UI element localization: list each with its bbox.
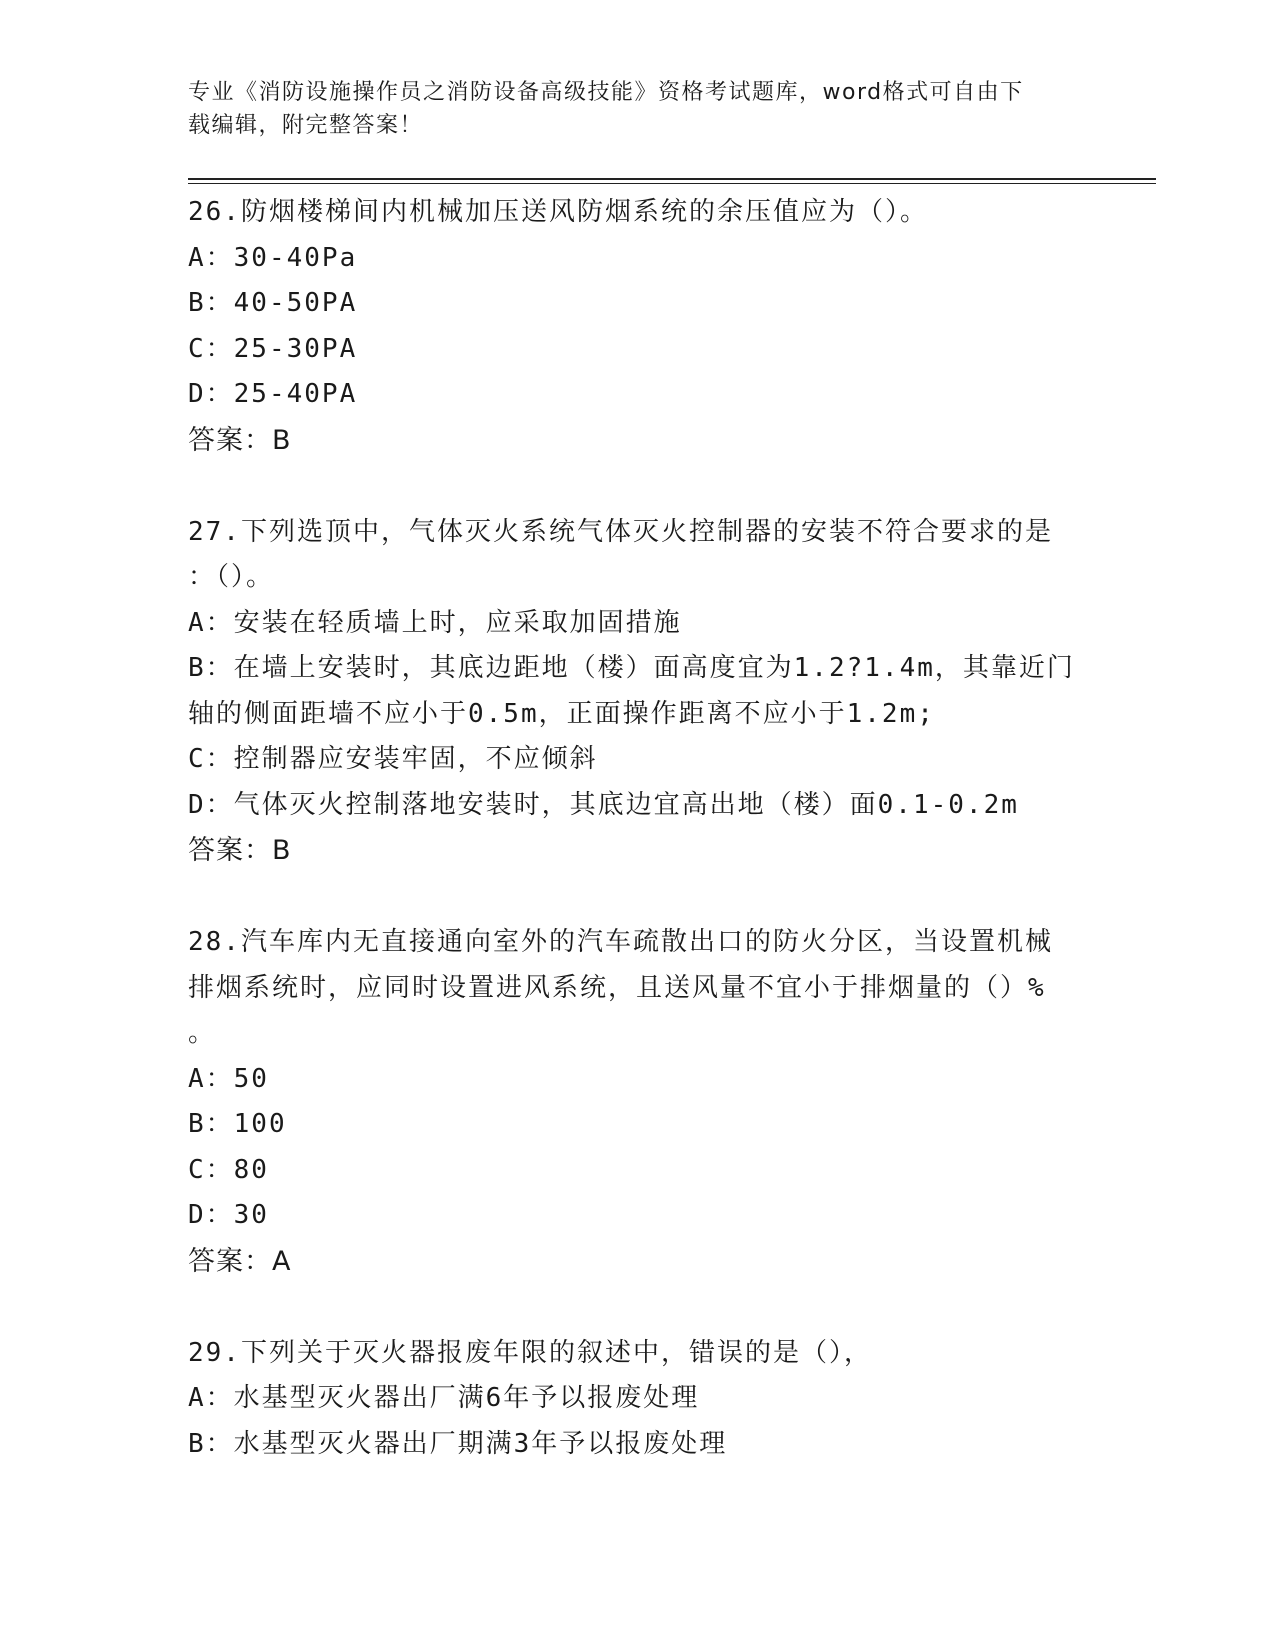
question-stem-continued: 。 <box>188 1018 217 1048</box>
option-b: B：在墙上安装时，其底边距地（楼）面高度宜为1.2?1.4m，其靠近门 <box>188 653 1075 683</box>
question-29 <box>188 1331 1088 1468</box>
answer: 答案：A <box>188 1245 292 1277</box>
header-line-2: 载编辑，附完整答案！ <box>188 113 424 138</box>
option-c: C：80 <box>188 1154 269 1185</box>
spacer <box>188 464 1088 510</box>
question-list <box>188 190 1088 1467</box>
option-b: B：40-50PA <box>188 288 358 318</box>
document-header <box>188 76 1068 142</box>
question-stem: 27.下列选顶中，气体灭火系统气体灭火控制器的安装不符合要求的是 <box>188 516 1053 547</box>
option-a: A：水基型灭火器出厂满6年予以报废处理 <box>188 1383 700 1413</box>
spacer <box>188 1285 1088 1331</box>
question-26 <box>188 190 1088 464</box>
answer: 答案：B <box>188 424 292 456</box>
spacer <box>188 874 1088 920</box>
option-a: A：50 <box>188 1063 269 1094</box>
question-stem-continued: ：（）。 <box>188 562 275 592</box>
option-d: D：25-40PA <box>188 379 358 409</box>
option-d: D：气体灭火控制落地安装时，其底边宜高出地（楼）面0.1-0.2m <box>188 789 1019 820</box>
option-b: B：水基型灭火器出厂期满3年予以报废处理 <box>188 1428 728 1459</box>
question-stem: 28.汽车库内无直接通向室外的汽车疏散出口的防火分区，当设置机械 <box>188 927 1053 957</box>
question-stem-continued: 排烟系统时，应同时设置进风系统，且送风量不宜小于排烟量的（）% <box>188 972 1046 1003</box>
option-c: C：控制器应安装牢固，不应倾斜 <box>188 744 598 774</box>
question-stem: 26.防烟楼梯间内机械加压送风防烟系统的余压值应为（）。 <box>188 197 928 227</box>
question-28 <box>188 920 1088 1285</box>
option-b: B：100 <box>188 1109 287 1139</box>
header-divider-thin <box>188 183 1156 184</box>
option-a: A：30-40Pa <box>188 242 358 273</box>
option-a: A：安装在轻质墙上时，应采取加固措施 <box>188 607 682 638</box>
option-b-continued: 轴的侧面距墙不应小于0.5m，正面操作距离不应小于1.2m; <box>188 698 935 729</box>
question-27 <box>188 510 1088 875</box>
option-d: D：30 <box>188 1200 269 1230</box>
answer: 答案：B <box>188 835 292 866</box>
header-line-1: 专业《消防设施操作员之消防设备高级技能》资格考试题库，word格式可自由下 <box>188 80 1024 105</box>
question-stem: 29.下列关于灭火器报废年限的叙述中，错误的是（）， <box>188 1337 872 1368</box>
header-divider <box>188 178 1156 180</box>
option-c: C：25-30PA <box>188 333 358 364</box>
